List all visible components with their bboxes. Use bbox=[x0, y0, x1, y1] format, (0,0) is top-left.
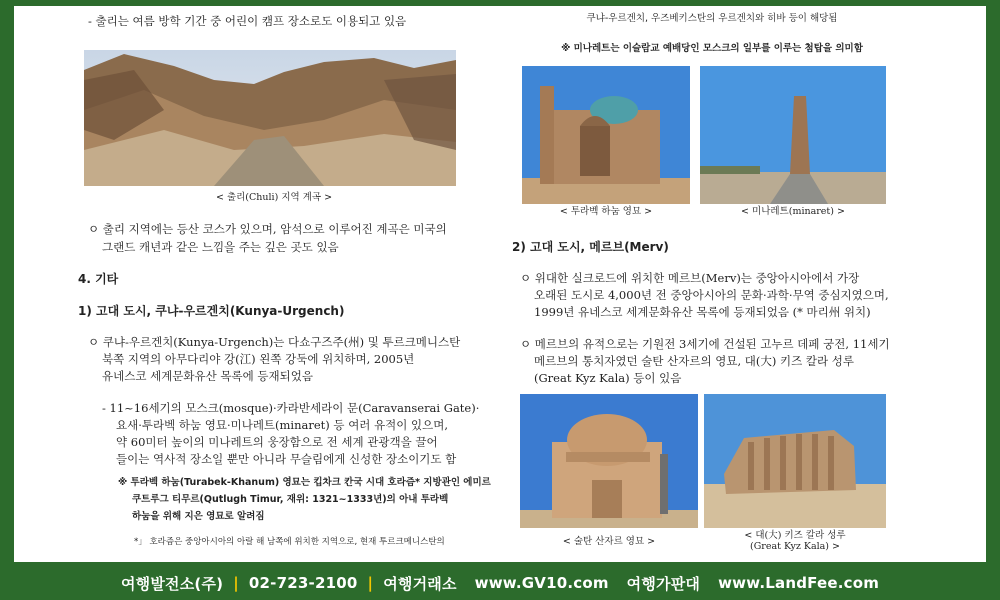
document-page bbox=[14, 6, 986, 562]
footer-banner bbox=[0, 566, 1000, 600]
merv-line-2: 오래된 도시로 4,000년 전 중앙아시아의 문화·과학·무역 중심지였으며, bbox=[534, 288, 889, 302]
kyz-kala-caption-line-1: < 대(大) 키즈 칼라 성루 bbox=[744, 530, 846, 541]
sultan-sanjar-photo bbox=[520, 394, 698, 528]
chuli-canyon-photo bbox=[84, 50, 456, 186]
kyz-kala-caption-line-2: (Great Kyz Kala) > bbox=[750, 541, 840, 552]
footer-exchange: 여행거래소 bbox=[383, 574, 457, 593]
sanjar-caption: < 술탄 산자르 영묘 > bbox=[562, 536, 656, 547]
chuli-camp-line: - 출리는 여름 방학 기간 중 어린이 캠프 장소로도 이용되고 있음 bbox=[88, 14, 407, 28]
kunya-line-1: ㅇ 쿠냐-우르겐치(Kunya-Urgench)는 다쇼구즈주(州) 및 투르크메니스탄 bbox=[88, 335, 461, 349]
left-column bbox=[76, 6, 491, 562]
turabek-note-line-3: 하눔을 위해 지은 영묘로 알려짐 bbox=[132, 511, 265, 522]
footer-market: 여행가판대 bbox=[626, 574, 701, 593]
chuli-bullet-line-1: ㅇ 출리 지역에는 등산 코스가 있으며, 암석으로 이루어진 계곡은 미국의 bbox=[88, 222, 447, 236]
detail-line-1: - 11~16세기의 모스크(mosque)·카라반세라이 문(Caravanserai Gate)· bbox=[102, 401, 480, 415]
minaret-note: ※ 미나레트는 이슬람교 예배당인 모스크의 일부를 이루는 첨탑을 의미함 bbox=[561, 43, 863, 54]
kunya-line-3: 유네스코 세계문화유산 목록에 등재되었음 bbox=[102, 369, 313, 383]
ruins-line-3: (Great Kyz Kala) 등이 있음 bbox=[534, 371, 682, 385]
merv-line-3: 1999년 유네스코 세계문화유산 목록에 등재되었음 (* 마리州 위치) bbox=[534, 305, 871, 319]
great-kyz-kala-photo bbox=[704, 394, 886, 528]
ruins-line-1: ㅇ 메르브의 유적으로는 기원전 3세기에 건설된 고누르 데페 궁전, 11세기 bbox=[520, 337, 890, 351]
footer-phone[interactable]: 02-723-2100 bbox=[248, 574, 358, 592]
footer-site-gv10-link[interactable]: www.GV10.com bbox=[474, 574, 609, 592]
turabek-note-line-2: 쿠트루그 티무르(Qutlugh Timur, 재위: 1321~1333년)의 아내 투라벡 bbox=[132, 494, 449, 505]
kunya-line-2: 북쪽 지역의 아무다리야 강(江) 왼쪽 강둑에 위치하며, 2005년 bbox=[102, 352, 415, 366]
minaret-caption: < 미나레트(minaret) > bbox=[741, 206, 845, 217]
footer-site-landfee-link[interactable]: www.LandFee.com bbox=[718, 574, 880, 592]
khorezm-footnote: *」 호라즘은 중앙아시아의 아랄 해 남쪽에 위치한 지역으로, 현재 투르크메니스탄의 bbox=[134, 537, 445, 547]
subheading-kunya-urgench: 1) 고대 도시, 쿠냐-우르겐치(Kunya-Urgench) bbox=[78, 304, 345, 318]
footer-separator: | bbox=[367, 574, 374, 592]
footer-separator: | bbox=[233, 574, 239, 592]
detail-line-4: 들이는 역사적 장소일 뿐만 아니라 무슬림에게 신성한 장소이기도 함 bbox=[116, 452, 457, 466]
detail-line-2: 요새·투라벡 하눔 영묘·미나레트(minaret) 등 여러 유적이 있으며, bbox=[116, 418, 449, 432]
minaret-photo bbox=[700, 66, 886, 204]
continued-line: 쿠냐-우르겐치, 우즈베키스탄의 우르겐치와 히바 등이 해당됨 bbox=[586, 13, 838, 24]
chuli-caption: < 출리(Chuli) 지역 계곡 > bbox=[215, 192, 333, 203]
turabek-khanum-photo bbox=[522, 66, 690, 204]
turabek-caption: < 투라벡 하눔 영묘 > bbox=[559, 206, 653, 217]
merv-line-1: ㅇ 위대한 실크로드에 위치한 메르브(Merv)는 중앙아시아에서 가장 bbox=[520, 271, 860, 285]
ruins-line-2: 메르브의 통치자였던 술탄 산자르의 영묘, 대(大) 키즈 칼라 성루 bbox=[534, 354, 854, 368]
detail-line-3: 약 60미터 높이의 미나레트의 웅장함으로 전 세계 관광객을 끌어 bbox=[116, 435, 438, 449]
section-heading-etc: 4. 기타 bbox=[78, 272, 119, 286]
footer-company: 여행발전소(주) bbox=[120, 574, 224, 593]
subheading-merv: 2) 고대 도시, 메르브(Merv) bbox=[512, 240, 669, 254]
turabek-note-line-1: ※ 투라벡 하눔(Turabek-Khanum) 영묘는 킵차크 칸국 시대 호라즘* 지방관인 에미르 bbox=[118, 477, 491, 488]
chuli-bullet-line-2: 그랜드 캐년과 같은 느낌을 주는 깊은 곳도 있음 bbox=[102, 240, 339, 254]
right-column bbox=[512, 6, 912, 562]
